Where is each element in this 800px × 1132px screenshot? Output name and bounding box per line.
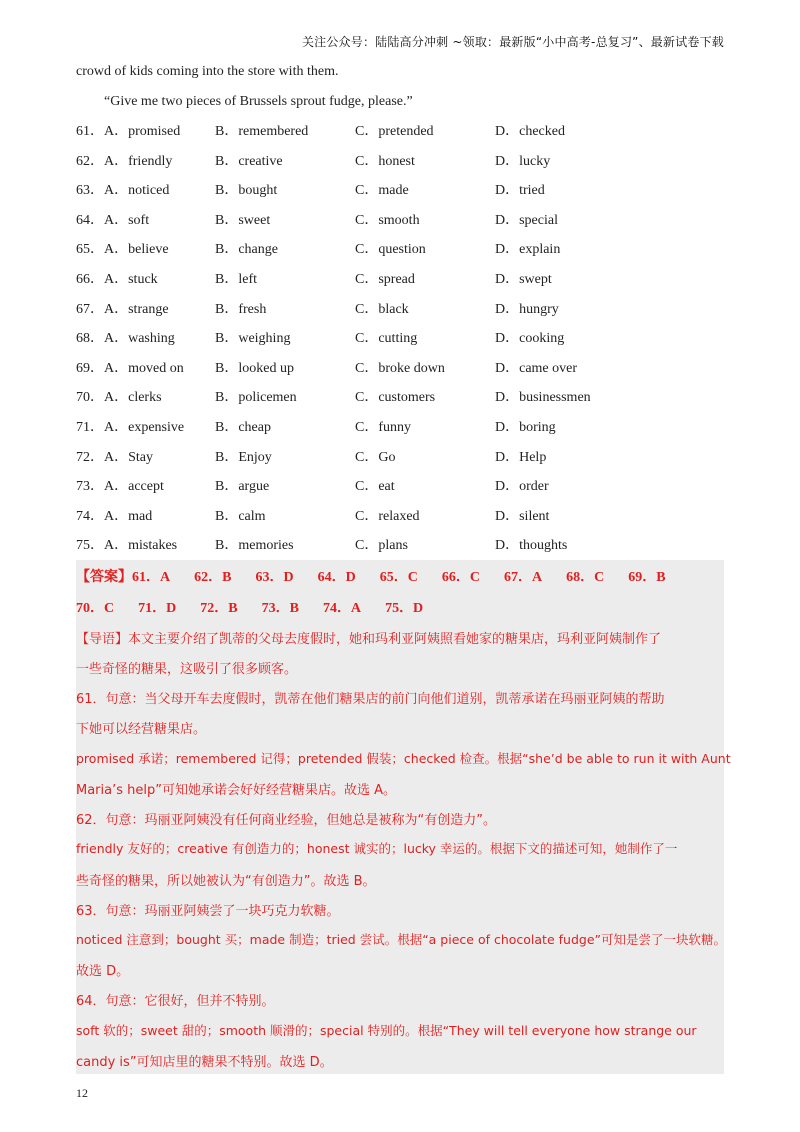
- option-cell: [76, 505, 152, 525]
- option-d: D．cooking: [495, 331, 565, 347]
- option-b: B．Enjoy: [215, 449, 272, 465]
- answer-item: 70．C: [76, 601, 115, 616]
- option-b: B．argue: [215, 479, 270, 495]
- option-cell: [495, 209, 558, 229]
- option-c: C．broke down: [355, 360, 445, 376]
- answer-item: 63．D: [255, 570, 294, 585]
- passage-line-2: “Give me two pieces of Brussels sprout fudge, please.”: [104, 94, 413, 109]
- option-cell: [76, 416, 184, 436]
- explanation-line: 64．句意：它很好，但并不特别。: [76, 994, 275, 1009]
- option-cell: [355, 534, 408, 554]
- option-cell: [215, 298, 266, 318]
- option-a: A．Stay: [104, 449, 153, 465]
- option-c: C．made: [355, 183, 409, 199]
- option-cell: [76, 179, 169, 199]
- option-c: C．relaxed: [355, 508, 420, 524]
- answer-item: 68．C: [566, 570, 605, 585]
- option-b: B．cheap: [215, 419, 271, 435]
- option-a: A．clerks: [104, 390, 162, 406]
- option-d: D．special: [495, 212, 558, 228]
- question-number: 67．: [76, 301, 104, 317]
- question-number: 74．: [76, 508, 104, 524]
- option-cell: [495, 446, 546, 466]
- option-d: D．thoughts: [495, 538, 568, 554]
- answer-item: 73．B: [261, 601, 299, 616]
- option-a: A．accept: [104, 479, 164, 495]
- option-d: D．Help: [495, 449, 547, 465]
- option-d: D．lucky: [495, 153, 551, 169]
- option-d: D．businessmen: [495, 390, 591, 406]
- option-cell: [495, 475, 549, 495]
- explanation-line: soft 软的；sweet 甜的；smooth 顺滑的；special 特别的。根据“They will tell everyone how strange our: [76, 1023, 697, 1038]
- option-d: D．hungry: [495, 301, 559, 317]
- option-a: A．stuck: [104, 271, 158, 287]
- answer-item: 64．D: [317, 570, 356, 585]
- answer-item: 67．A: [503, 570, 543, 585]
- option-b: B．weighing: [215, 331, 291, 347]
- option-c: C．eat: [355, 479, 395, 495]
- option-b: B．policemen: [215, 390, 297, 406]
- question-number: 68．: [76, 331, 104, 347]
- option-cell: [215, 505, 266, 525]
- option-a: A．mistakes: [104, 538, 178, 554]
- option-cell: [355, 446, 395, 466]
- option-cell: [215, 179, 277, 199]
- option-c: C．question: [355, 242, 426, 258]
- option-cell: [495, 150, 550, 170]
- option-cell: [355, 357, 445, 377]
- option-cell: [495, 179, 545, 199]
- option-cell: [215, 238, 278, 258]
- option-d: D．tried: [495, 183, 545, 199]
- explanation-line: noticed 注意到；bought 买；made 制造；tried 尝试。根据“a piece of chocolate fudge”可知是尝了一块软糖。: [76, 932, 726, 947]
- option-d: D．boring: [495, 419, 556, 435]
- question-number: 61．: [76, 124, 104, 139]
- answer-item: 75．D: [385, 601, 424, 616]
- option-cell: [355, 120, 434, 140]
- explanation-line: 61．句意：当父母开车去度假时，凯蒂在他们糖果店的前门向他们道别，凯蒂承诺在玛丽亚阿姨的帮助: [76, 692, 665, 707]
- option-b: B．change: [215, 242, 278, 258]
- answer-item: 69．B: [628, 570, 666, 585]
- option-cell: [215, 475, 269, 495]
- option-b: B．fresh: [215, 301, 267, 317]
- option-cell: [76, 298, 169, 318]
- option-cell: [76, 120, 180, 140]
- option-b: B．left: [215, 271, 257, 287]
- answer-item: 65．C: [379, 570, 418, 585]
- option-d: D．swept: [495, 271, 552, 287]
- option-cell: [215, 209, 270, 229]
- option-a: A．believe: [104, 242, 169, 258]
- explanation-line: 些奇怪的糖果，所以她被认为“有创造力”。故选 B。: [76, 874, 376, 889]
- option-c: C．black: [355, 301, 409, 317]
- option-cell: [495, 268, 552, 288]
- option-cell: [495, 416, 556, 436]
- option-a: A．promised: [104, 124, 181, 139]
- option-cell: [495, 534, 567, 554]
- option-a: A．strange: [104, 301, 169, 317]
- explanation-line: 63．句意：玛丽亚阿姨尝了一块巧克力软糖。: [76, 904, 340, 919]
- option-c: C．pretended: [355, 124, 434, 139]
- question-number: 66．: [76, 271, 104, 287]
- option-cell: [76, 238, 169, 258]
- option-cell: [76, 209, 149, 229]
- option-c: C．customers: [355, 390, 436, 406]
- option-d: D．came over: [495, 360, 578, 376]
- question-number: 71．: [76, 419, 104, 435]
- option-c: C．cutting: [355, 331, 418, 347]
- explanation-line: 下她可以经营糖果店。: [76, 722, 207, 737]
- page-number: 12: [76, 1086, 88, 1100]
- answer-item: 72．B: [200, 601, 238, 616]
- answer-item: 74．A: [322, 601, 362, 616]
- option-cell: [495, 120, 565, 140]
- question-number: 64．: [76, 212, 104, 228]
- explanation-line: 【导语】本文主要介绍了凯蒂的父母去度假时，她和玛利亚阿姨照看她家的糖果店，玛利亚阿姨制作了: [76, 632, 662, 647]
- question-number: 69．: [76, 360, 104, 376]
- option-cell: [355, 327, 417, 347]
- option-c: C．spread: [355, 271, 415, 287]
- option-b: B．bought: [215, 183, 278, 199]
- explanation-line: Maria’s help”可知她承诺会好好经营糖果店。故选 A。: [76, 783, 397, 798]
- option-cell: [215, 416, 271, 436]
- option-cell: [495, 505, 549, 525]
- option-cell: [355, 209, 420, 229]
- explanation-line: 62．句意：玛丽亚阿姨没有任何商业经验，但她总是被称为“有创造力”。: [76, 813, 497, 828]
- explanation-line: 一些奇怪的糖果，这吸引了很多顾客。: [76, 662, 298, 677]
- explanation-line: 故选 D。: [76, 964, 130, 979]
- question-number: 75．: [76, 538, 104, 554]
- option-cell: [495, 386, 591, 406]
- option-c: C．funny: [355, 419, 411, 435]
- answer-key-row-2: [76, 597, 447, 617]
- answer-item: 61．A: [132, 570, 171, 585]
- answer-item: 71．D: [138, 601, 177, 616]
- option-cell: [355, 298, 409, 318]
- option-cell: [215, 357, 294, 377]
- option-cell: [76, 327, 175, 347]
- option-a: A．mad: [104, 508, 153, 524]
- answer-label: 【答案】: [76, 570, 132, 585]
- option-b: B．memories: [215, 538, 294, 554]
- option-cell: [215, 446, 272, 466]
- option-a: A．soft: [104, 212, 150, 228]
- option-b: B．sweet: [215, 212, 271, 228]
- question-number: 70．: [76, 390, 104, 406]
- explanation-line: candy is”可知店里的糖果不特别。故选 D。: [76, 1055, 333, 1070]
- option-cell: [355, 505, 420, 525]
- option-cell: [215, 268, 257, 288]
- option-cell: [495, 298, 559, 318]
- option-a: A．noticed: [104, 183, 170, 199]
- option-a: A．moved on: [104, 360, 184, 376]
- answer-key-row-1: [76, 566, 666, 586]
- option-cell: [495, 327, 564, 347]
- option-cell: [76, 357, 184, 377]
- option-cell: [355, 150, 415, 170]
- option-b: B．calm: [215, 508, 266, 524]
- option-d: D．explain: [495, 242, 561, 258]
- option-cell: [76, 268, 158, 288]
- passage-line-1: crowd of kids coming into the store with them.: [76, 64, 339, 79]
- explanation-line: friendly 友好的；creative 有创造力的；honest 诚实的；lucky 幸运的。根据下文的描述可知，她制作了一: [76, 841, 678, 856]
- option-d: D．silent: [495, 508, 550, 524]
- option-cell: [76, 386, 162, 406]
- option-a: A．washing: [104, 331, 175, 347]
- option-cell: [76, 475, 164, 495]
- question-number: 65．: [76, 242, 104, 258]
- option-b: B．remembered: [215, 124, 309, 139]
- option-cell: [355, 268, 415, 288]
- answer-item: 62．B: [194, 570, 232, 585]
- option-d: D．checked: [495, 124, 565, 139]
- option-cell: [215, 120, 308, 140]
- option-cell: [215, 150, 283, 170]
- question-number: 63．: [76, 183, 104, 199]
- option-d: D．order: [495, 479, 549, 495]
- option-cell: [355, 475, 395, 495]
- option-b: B．creative: [215, 153, 283, 169]
- option-cell: [215, 327, 290, 347]
- option-cell: [355, 386, 435, 406]
- option-c: C．Go: [355, 449, 396, 465]
- page-header: 关注公众号：陆陆高分冲刺 ~领取：最新版“小中高考-总复习”、最新试卷下载: [301, 35, 724, 49]
- option-cell: [355, 238, 426, 258]
- option-c: C．smooth: [355, 212, 420, 228]
- question-number: 73．: [76, 479, 104, 495]
- option-cell: [355, 416, 411, 436]
- option-b: B．looked up: [215, 360, 294, 376]
- option-cell: [215, 386, 297, 406]
- option-a: A．friendly: [104, 153, 173, 169]
- option-a: A．expensive: [104, 419, 185, 435]
- explanation-line: promised 承诺；remembered 记得；pretended 假装；checked 检查。根据“she’d be able to run it with Aunt: [76, 751, 731, 766]
- option-cell: [495, 238, 560, 258]
- option-c: C．honest: [355, 153, 415, 169]
- question-number: 62．: [76, 153, 104, 169]
- option-cell: [495, 357, 577, 377]
- option-cell: [76, 446, 153, 466]
- option-cell: [76, 150, 172, 170]
- option-cell: [215, 534, 294, 554]
- answer-item: 66．C: [441, 570, 480, 585]
- option-cell: [355, 179, 409, 199]
- option-c: C．plans: [355, 538, 408, 554]
- question-number: 72．: [76, 449, 104, 465]
- option-cell: [76, 534, 177, 554]
